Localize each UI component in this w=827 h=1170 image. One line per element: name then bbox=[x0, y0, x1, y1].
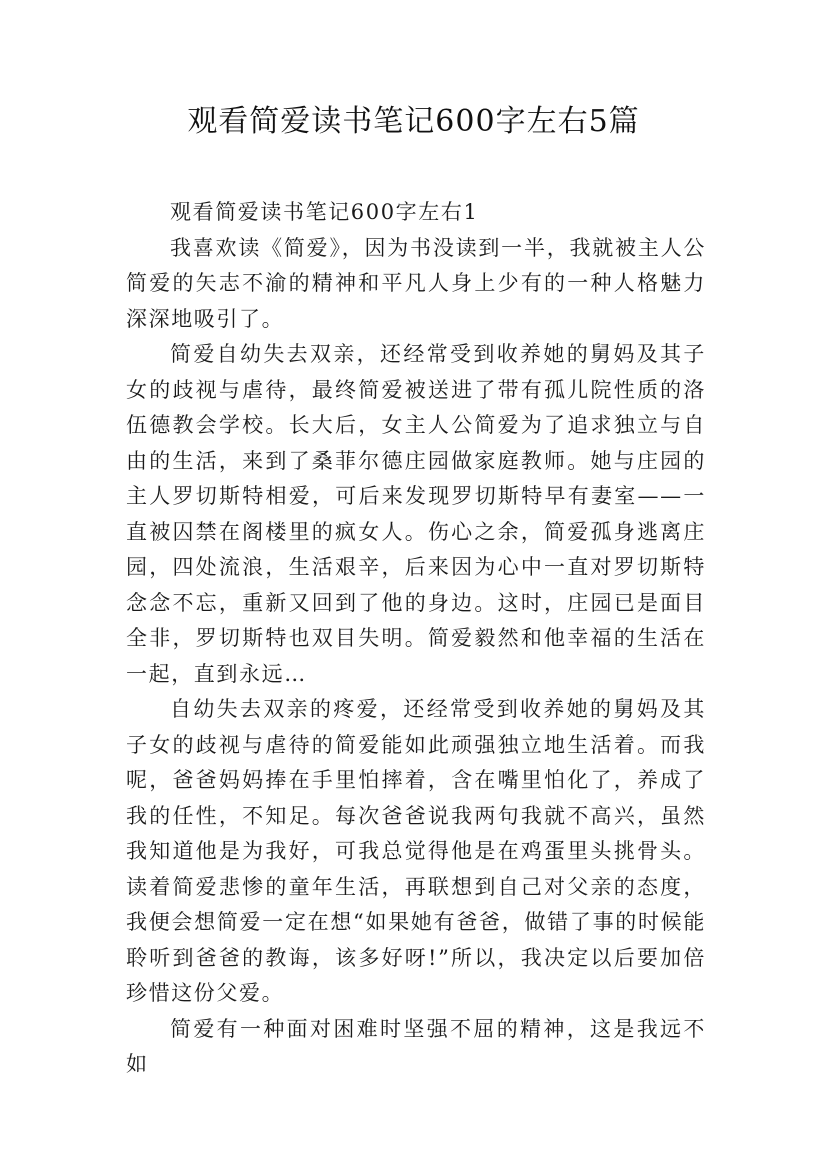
document-body bbox=[126, 195, 706, 1083]
section-heading: 观看简爱读书笔记600字左右1 bbox=[170, 200, 479, 224]
paragraph-4: 简爱有一种面对困难时坚强不屈的精神，这是我远不如 bbox=[126, 1016, 706, 1076]
document-title: 观看简爱读书笔记600字左右5篇 bbox=[187, 104, 640, 139]
paragraph-1: 我喜欢读《简爱》，因为书没读到一半，我就被主人公简爱的矢志不渝的精神和平凡人身上少有的一种人格魅力深深地吸引了。 bbox=[126, 235, 706, 331]
paragraph-2: 简爱自幼失去双亲，还经常受到收养她的舅妈及其子女的歧视与虐待，最终简爱被送进了带有孤儿院性质的洛伍德教会学校。长大后，女主人公简爱为了追求独立与自由的生活，来到了桑菲尔德庄园做家庭教师。她与庄园的主人罗切斯特相爱，可后来发现罗切斯特早有妻室——一直被囚禁在阁楼里的疯女人。伤心之余，简爱孤身逃离庄园，四处流浪，生活艰辛，后来因为心中一直对罗切斯特念念不忘，重新又回到了他的身边。这时，庄园已是面目全非，罗切斯特也双目失明。简爱毅然和他幸福的生活在一起，直到永远… bbox=[126, 342, 706, 686]
paragraph-3: 自幼失去双亲的疼爱，还经常受到收养她的舅妈及其子女的歧视与虐待的简爱能如此顽强独立地生活着。而我呢，爸爸妈妈捧在手里怕摔着，含在嘴里怕化了，养成了我的任性，不知足。每次爸爸说我两句我就不高兴，虽然我知道他是为我好，可我总觉得他是在鸡蛋里头挑骨头。读着简爱悲惨的童年生活，再联想到自己对父亲的态度，我便会想简爱一定在想“如果她有爸爸，做错了事的时候能聆听到爸爸的教诲，该多好呀!”所以，我决定以后要加倍珍惜这份父爱。 bbox=[126, 697, 706, 1005]
